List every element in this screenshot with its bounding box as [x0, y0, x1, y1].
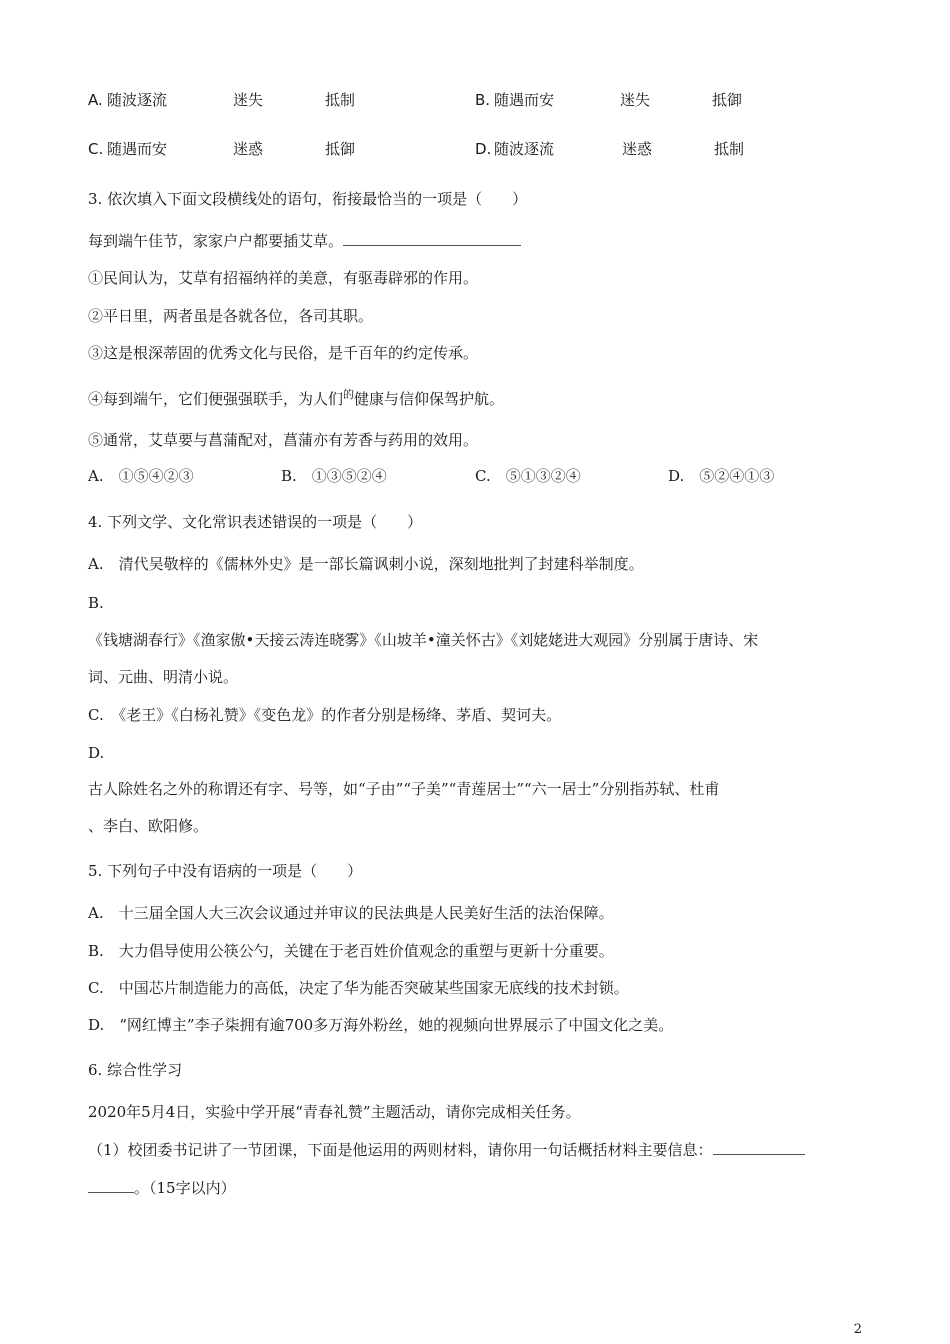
q4-stem: 4. 下列文学、文化常识表述错误的一项是（ ）	[88, 513, 423, 531]
q6-intro: 2020年5月4日，实验中学开展“青春礼赞”主题活动，请你完成相关任务。	[88, 1103, 581, 1121]
q4-option-b-line1: 《钱塘湖春行》《渔家傲•天接云涛连晓雾》《山坡羊•潼关怀古》《刘姥姥进大观园》分别属于唐诗、宋	[88, 631, 759, 649]
q4-option-c: C. 《老王》《白杨礼赞》《变色龙》的作者分别是杨绛、茅盾、契诃夫。	[88, 706, 562, 724]
q3-sentence-5: ⑤通常，艾草要与菖蒲配对，菖蒲亦有芳香与药用的效用。	[88, 431, 479, 449]
q5-option-b: B. 大力倡导使用公筷公勺，关键在于老百姓价值观念的重塑与更新十分重要。	[88, 942, 614, 960]
q4-option-d-line2: 、李白、欧阳修。	[88, 817, 209, 835]
q5-stem: 5. 下列句子中没有语病的一项是（ ）	[88, 862, 363, 880]
q5-option-d: D. “网红博主”李子柒拥有逾700多万海外粉丝，她的视频向世界展示了中国文化之美。	[88, 1016, 674, 1034]
q5-option-c: C. 中国芯片制造能力的高低，决定了华为能否突破某些国家无底线的技术封锁。	[88, 979, 629, 997]
page-number: 2	[853, 1322, 862, 1337]
q3-sentence-4	[88, 389, 504, 411]
q3-sentence-4-superscript: 的	[343, 388, 355, 401]
q3-option-a: A. ①⑤④②③	[88, 467, 194, 485]
q2-option-a-label: A.	[88, 91, 103, 109]
q2-option-b-word3: 抵御	[712, 91, 743, 109]
q3-option-c: C. ⑤①③②④	[475, 467, 581, 485]
q2-option-c-word3: 抵御	[325, 140, 356, 158]
q2-option-b-word1: 随遇而安	[494, 91, 555, 109]
q6-task1-answer-blank-1[interactable]	[713, 1140, 805, 1155]
q3-sentence-1: ①民间认为，艾草有招福纳祥的美意，有驱毒辟邪的作用。	[88, 269, 479, 287]
q2-option-d-word2: 迷惑	[622, 140, 653, 158]
q4-option-d-line1: 古人除姓名之外的称谓还有字、号等，如“子由”“子美”“青莲居士”“六一居士”分别指苏轼、杜甫	[88, 780, 720, 798]
q2-option-c-word1: 随遇而安	[107, 140, 168, 158]
q4-option-d-label: D.	[88, 744, 105, 762]
q3-option-b: B. ①③⑤②④	[281, 467, 387, 485]
q2-option-a-word2: 迷失	[233, 91, 264, 109]
q3-sentence-4-part-a: ④每到端午，它们便强强联手，为人们	[88, 390, 344, 408]
q3-option-d: D. ⑤②④①③	[668, 467, 775, 485]
q6-task1-line1	[88, 1140, 805, 1160]
q2-option-c-word2: 迷惑	[233, 140, 264, 158]
q3-stem: 3. 依次填入下面文段横线处的语句，衔接最恰当的一项是（ ）	[88, 190, 528, 208]
q6-task1-answer-blank-2[interactable]	[88, 1178, 134, 1193]
q3-intro-line	[88, 231, 521, 251]
q3-intro: 每到端午佳节，家家户户都要插艾草。	[88, 232, 344, 250]
q3-sentence-4-part-b: 健康与信仰保驾护航。	[354, 390, 505, 408]
q2-option-a-word3: 抵制	[325, 91, 356, 109]
q2-option-b-label: B.	[475, 91, 491, 109]
q5-option-a: A. 十三届全国人大三次会议通过并审议的民法典是人民美好生活的法治保障。	[88, 904, 614, 922]
q6-stem: 6. 综合性学习	[88, 1061, 183, 1079]
q2-option-a-word1: 随波逐流	[107, 91, 168, 109]
q2-option-b-word2: 迷失	[620, 91, 651, 109]
q2-option-d-word1: 随波逐流	[494, 140, 555, 158]
q2-option-d-word3: 抵制	[714, 140, 745, 158]
q6-task1: （1）校团委书记讲了一节团课，下面是他运用的两则材料，请你用一句话概括材料主要信息：	[88, 1141, 713, 1159]
q2-option-c-label: C.	[88, 140, 104, 158]
q2-option-d-label: D.	[475, 140, 492, 158]
q6-task1-line2	[88, 1178, 236, 1198]
q4-option-b-label: B.	[88, 594, 104, 612]
q4-option-a: A. 清代吴敬梓的《儒林外史》是一部长篇讽刺小说，深刻地批判了封建科举制度。	[88, 555, 644, 573]
q3-answer-blank[interactable]	[343, 231, 521, 246]
q3-sentence-3: ③这是根深蒂固的优秀文化与民俗，是千百年的约定传承。	[88, 344, 479, 362]
q6-task1-end: 。（15字以内）	[134, 1179, 236, 1197]
q3-sentence-2: ②平日里，两者虽是各就各位，各司其职。	[88, 307, 374, 325]
q4-option-b-line2: 词、元曲、明清小说。	[88, 668, 239, 686]
